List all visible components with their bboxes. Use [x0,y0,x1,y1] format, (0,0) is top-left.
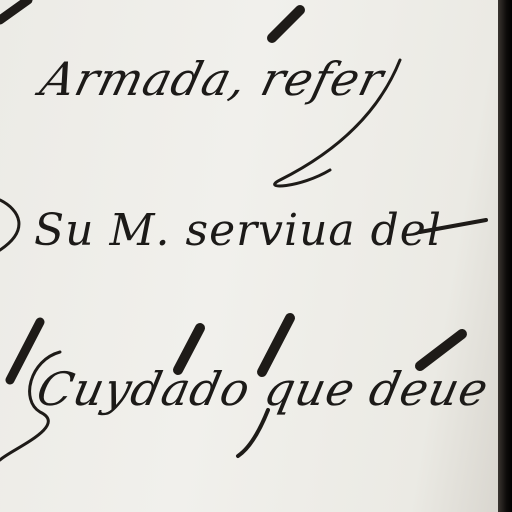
descender-flourish-line3 [238,410,268,456]
manuscript-line-1: Armada, refer [35,52,390,106]
ascender-stroke-top-center [272,10,300,38]
page-binding-edge [498,0,512,512]
manuscript-line-3: Cuydado que deue [32,362,494,416]
ascender-stroke-top-left [0,0,28,20]
manuscript-line-2: Su M. serviua del [34,205,442,256]
margin-mark [0,200,19,250]
